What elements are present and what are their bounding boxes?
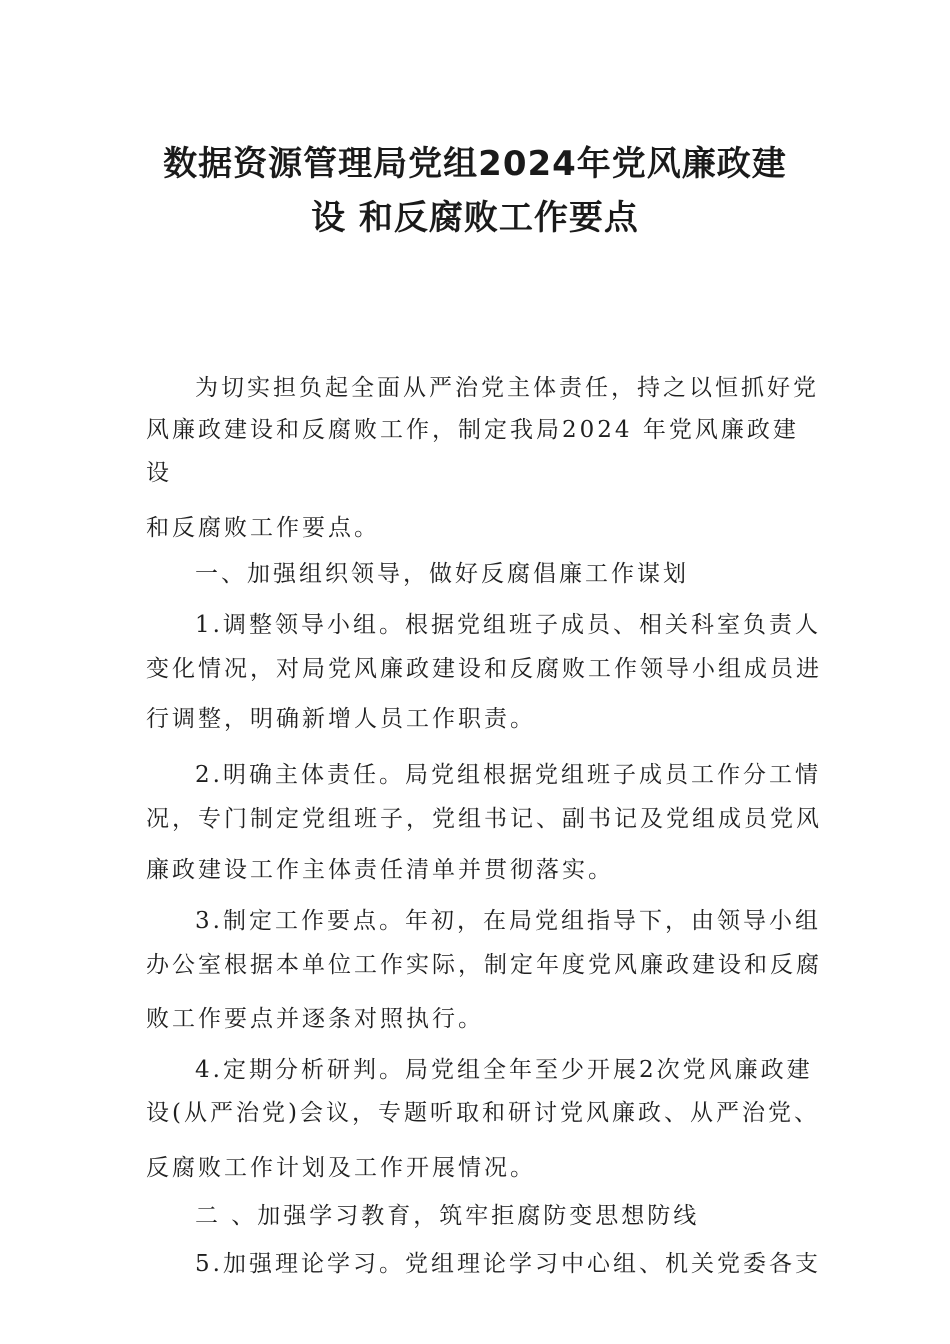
body-line-15: 4.定期分析研判。局党组全年至少开展2次党风廉政建 (195, 1057, 813, 1083)
body-line-17: 反腐败工作计划及工作开展情况。 (146, 1155, 536, 1181)
section-heading-2: 二 、加强学习教育，筑牢拒腐防变思想防线 (195, 1203, 700, 1229)
body-line-3: 设 (146, 460, 172, 486)
body-line-13: 办公室根据本单位工作实际，制定年度党风廉政建设和反腐 (146, 952, 822, 978)
body-line-6: 1.调整领导小组。根据党组班子成员、相关科室负责人 (195, 612, 821, 638)
body-line-16: 设(从严治党)会议，专题听取和研讨党风廉政、从严治党、 (146, 1100, 820, 1126)
document-title-line-1: 数据资源管理局党组2024年党风廉政建 (163, 144, 787, 184)
body-line-2: 风廉政建设和反腐败工作，制定我局2024 年党风廉政建 (146, 417, 799, 443)
body-line-14: 败工作要点并逐条对照执行。 (146, 1006, 484, 1032)
body-line-12: 3.制定工作要点。年初，在局党组指导下，由领导小组 (195, 908, 821, 934)
body-line-19: 5.加强理论学习。党组理论学习中心组、机关党委各支 (195, 1251, 821, 1277)
document-title-line-2: 设 和反腐败工作要点 (311, 198, 639, 238)
body-line-11: 廉政建设工作主体责任清单并贯彻落实。 (146, 857, 614, 883)
section-heading-1: 一、加强组织领导，做好反腐倡廉工作谋划 (195, 561, 689, 587)
body-line-1: 为切实担负起全面从严治党主体责任，持之以恒抓好党 (195, 375, 819, 401)
body-line-10: 况，专门制定党组班子，党组书记、副书记及党组成员党风 (146, 806, 822, 832)
body-line-9: 2.明确主体责任。局党组根据党组班子成员工作分工情 (195, 762, 821, 788)
body-line-7: 变化情况，对局党风廉政建设和反腐败工作领导小组成员进 (146, 656, 822, 682)
body-line-8: 行调整，明确新增人员工作职责。 (146, 706, 536, 732)
body-line-4: 和反腐败工作要点。 (146, 515, 380, 541)
